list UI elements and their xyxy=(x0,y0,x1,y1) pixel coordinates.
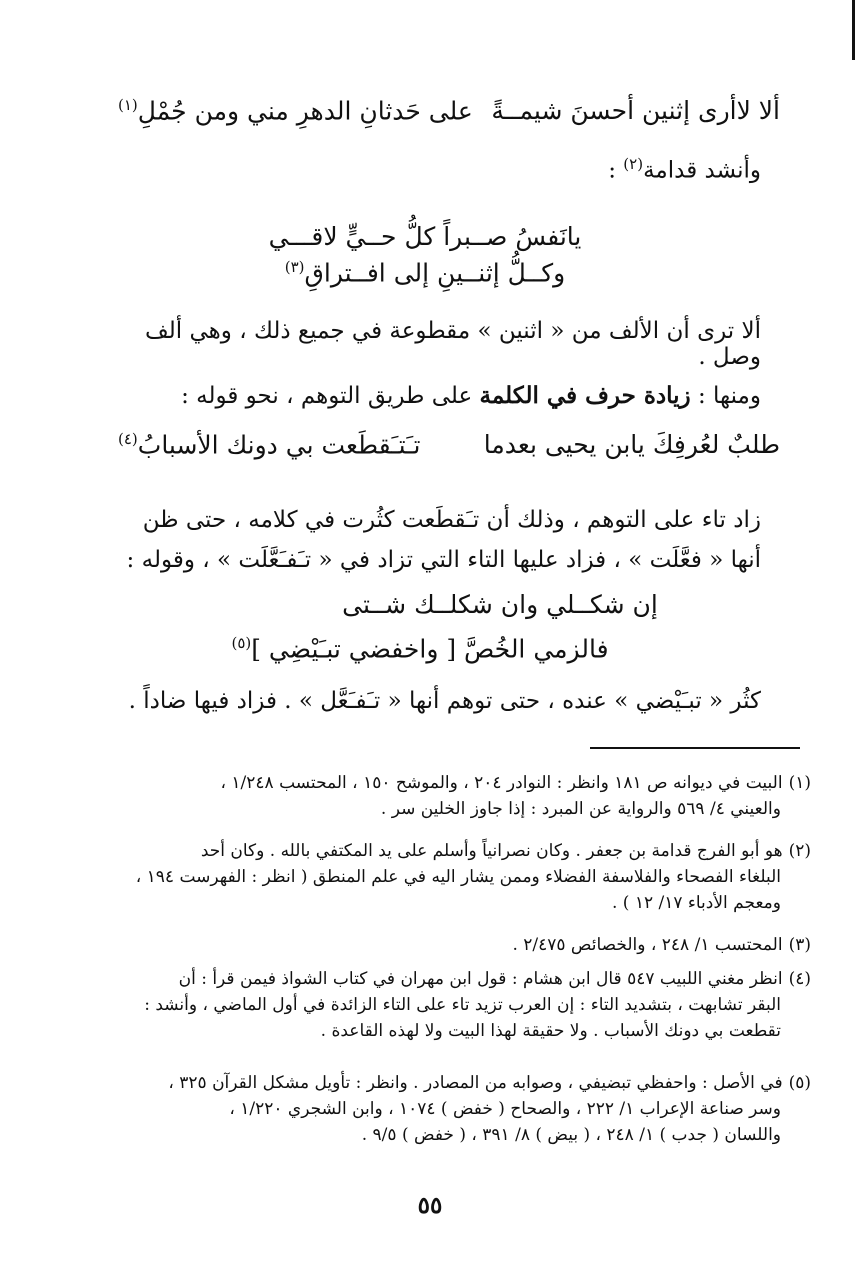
verse-3-hemistich-1: طلبٌ لعُرفِكَ يابن يحيى بعدما xyxy=(483,430,780,459)
footnote-separator xyxy=(590,747,800,749)
footnote-4 xyxy=(130,966,811,1044)
verse-2-line-2-wrap xyxy=(230,258,620,287)
footnote-4-line-2: البقر تشابهت ، بتشديد التاء : إن العرب تزيد تاء على التاء الزائدة في أول الماضي ، وأنشد : xyxy=(144,995,781,1015)
paragraph-ziyada-suffix: على طريق التوهم ، نحو قوله : xyxy=(181,383,480,409)
footnote-5-text-1: في الأصل : واحفظي تبضيفي ، وصوابه من المصادر . وانظر : تأويل مشكل القرآن ٣٢٥ ، xyxy=(168,1073,783,1093)
verse-4-line-2: فالزمي الخُصَّ [ واخفضي تبـَيْضِي ] xyxy=(251,634,609,664)
footnote-5 xyxy=(130,1070,811,1148)
paragraph-tataqattaat: زاد تاء على التوهم ، وذلك أن تـَقطَعت كثُرت في كلامه ، حتى ظن أنها « فعَّلَت » ، فزاد عليها التاء التي تزاد في « تـَفـَعَّلَت » ، وقوله : xyxy=(126,507,761,573)
footnote-3-line-1 xyxy=(130,932,811,958)
footnote-2 xyxy=(130,838,811,916)
verse-3-hemistich-2: تـَتـَقطَعت بي دونك الأسبابُ xyxy=(137,430,421,460)
footnote-2-text-1: هو أبو الفرج قدامة بن جعفر . وكان نصرانياً وأسلم على يد المكتفي بالله . وكان أحد xyxy=(200,841,783,861)
footnote-1-text-1: البيت في ديوانه ص ١٨١ وانظر : النوادر ٢٠٤ ، والموشح ١٥٠ ، المحتسب ١/٢٤٨ ، xyxy=(220,773,783,793)
intro-qudama xyxy=(608,155,761,184)
footnote-2-line-3: ومعجم الأدباء ١٧/ ١٢ ) . xyxy=(611,893,781,913)
footnote-1-line-2: والعيني ٤/ ٥٦٩ والرواية عن المبرد : إذا جاوز الخلين سر . xyxy=(380,799,781,819)
paragraph-tabyaddi: كثُر « تبـَيْضي » عنده ، حتى توهم أنها « تـَفـَعَّل » . فزاد فيها ضاداً . xyxy=(128,688,761,714)
footnote-2-line-2: البلغاء الفصحاء والفلاسفة الفضلاء وممن يشار اليه في علم المنطق ( انظر : الفهرست ١٩٤ ، xyxy=(135,867,781,887)
footnote-ref-5: (٥) xyxy=(231,634,252,652)
verse-1 xyxy=(118,96,780,136)
footnote-2-line-1 xyxy=(130,838,811,864)
footnote-4-number: (٤) xyxy=(788,969,811,989)
footnote-ref-1: (١) xyxy=(118,96,138,114)
verse-3-hemistich-2-wrap xyxy=(118,430,420,459)
footnote-5-line-3: واللسان ( جدب ) ١/ ٢٤٨ ، ( بيض ) ٨/ ٣٩١ ، ( خفض ) ٩/٥ . xyxy=(361,1125,781,1145)
footnote-3-text-1: المحتسب ١/ ٢٤٨ ، والخصائص ٢/٤٧٥ . xyxy=(512,935,783,955)
page-number: ٥٥ xyxy=(417,1192,443,1219)
verse-2-line-2: وكــلُّ إثنــينِ إلى افــتراقِ xyxy=(304,258,566,288)
paragraph-ziyada xyxy=(118,382,761,409)
footnote-1-number: (١) xyxy=(788,773,811,793)
footnote-ref-4: (٤) xyxy=(118,430,138,448)
footnote-3-number: (٣) xyxy=(788,935,811,955)
footnote-3 xyxy=(130,932,811,958)
footnote-1 xyxy=(130,770,811,822)
footnote-5-line-1 xyxy=(130,1070,811,1096)
verse-4-line-2-wrap xyxy=(170,634,670,663)
verse-1-hemistich-1: ألا لاأرى إثنين أحسنَ شيمــةً xyxy=(491,96,780,125)
verse-1-hemistich-2-wrap xyxy=(118,96,473,125)
paragraph-ziyada-prefix: ومنها : xyxy=(690,383,761,409)
verse-3 xyxy=(118,430,780,470)
footnote-ref-2: (٢) xyxy=(623,155,644,173)
footnote-1-line-1 xyxy=(130,770,811,796)
footnote-ref-3: (٣) xyxy=(284,258,305,276)
intro-qudama-text: وأنشد قدامة xyxy=(643,157,761,184)
intro-colon: : xyxy=(608,157,616,184)
verse-4-line-1: إن شكــلي وان شكلــك شــتى xyxy=(342,590,658,619)
footnote-2-number: (٢) xyxy=(788,841,811,861)
verse-2-line-1: يانَفسُ صــبراً كلُّ حــيٍّ لاقـــي xyxy=(268,222,582,251)
footnote-4-text-1: انظر مغني اللبيب ٥٤٧ قال ابن هشام : قول ابن مهران في كتاب الشواذ فيمن قرأ : أن xyxy=(178,969,783,989)
paragraph-ziyada-heading: زيادة حرف في الكلمة xyxy=(479,382,691,409)
paragraph-alif: ألا ترى أن الألف من « اثنين » مقطوعة في جميع ذلك ، وهي ألف وصل . xyxy=(144,318,761,370)
footnote-4-line-3: تقطعت بي دونك الأسباب . ولا حقيقة لهذا البيت ولا لهذه القاعدة . xyxy=(320,1021,781,1041)
footnote-5-line-2: وسر صناعة الإعراب ١/ ٢٢٢ ، والصحاح ( خفض ) ١٠٧٤ ، وابن الشجري ١/٢٢٠ ، xyxy=(229,1099,781,1119)
verse-1-hemistich-2: على حَدثانِ الدهرِ مني ومن جُمْلِ xyxy=(137,96,473,126)
footnote-4-line-1 xyxy=(130,966,811,992)
footnote-5-number: (٥) xyxy=(788,1073,811,1093)
